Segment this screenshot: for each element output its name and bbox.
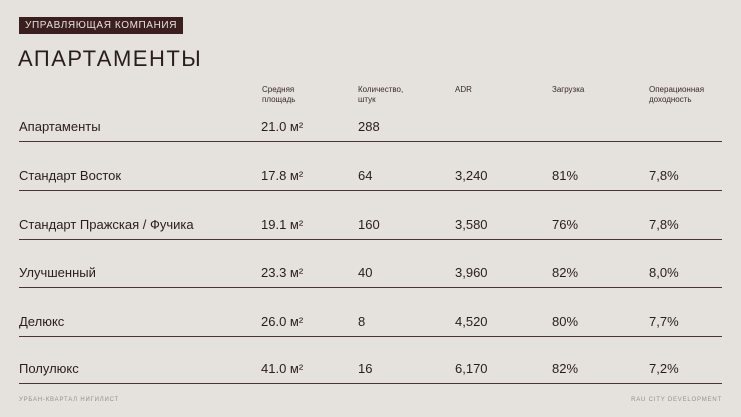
footer-project: УРБАН-КВАРТАЛ НИГИЛИСТ <box>19 397 120 403</box>
row-area: 41.0 м² <box>261 361 304 376</box>
row-occupancy: 76% <box>552 217 579 232</box>
row-area: 21.0 м² <box>261 119 304 134</box>
header-occupancy: Загрузка <box>552 85 585 94</box>
header-count: Количество, штук <box>358 85 404 104</box>
row-count: 40 <box>358 265 373 280</box>
row-name: Полулюкс <box>19 361 79 376</box>
table-row-standard-prazhskaya <box>19 217 722 240</box>
row-name: Стандарт Пражская / Фучика <box>19 217 194 232</box>
row-area: 17.8 м² <box>261 168 304 183</box>
row-occupancy: 80% <box>552 314 579 329</box>
table-row-standard-east <box>19 168 722 191</box>
row-count: 64 <box>358 168 373 183</box>
footer-developer: RAU CITY DEVELOPMENT <box>631 397 722 403</box>
header-area: Средняя площадь <box>262 85 296 104</box>
row-count: 8 <box>358 314 366 329</box>
row-occupancy: 81% <box>552 168 579 183</box>
table-row-apartments <box>19 119 722 142</box>
row-adr: 3,580 <box>455 217 488 232</box>
row-adr: 3,960 <box>455 265 488 280</box>
row-yield: 7,8% <box>649 217 679 232</box>
row-area: 23.3 м² <box>261 265 304 280</box>
row-occupancy: 82% <box>552 361 579 376</box>
row-adr: 6,170 <box>455 361 488 376</box>
row-area: 26.0 м² <box>261 314 304 329</box>
row-area: 19.1 м² <box>261 217 304 232</box>
table-row-deluxe <box>19 314 722 337</box>
row-count: 16 <box>358 361 373 376</box>
row-yield: 7,2% <box>649 361 679 376</box>
page-title: АПАРТАМЕНТЫ <box>18 46 203 71</box>
row-adr: 4,520 <box>455 314 488 329</box>
row-adr: 3,240 <box>455 168 488 183</box>
row-name: Улучшенный <box>19 265 96 280</box>
table-row-improved <box>19 265 722 288</box>
header-yield: Операционная доходность <box>649 85 705 104</box>
section-badge: УПРАВЛЯЮЩАЯ КОМПАНИЯ <box>19 17 183 34</box>
row-yield: 7,7% <box>649 314 679 329</box>
table-row-junior-suite <box>19 361 722 384</box>
row-name: Делюкс <box>19 314 65 329</box>
row-yield: 8,0% <box>649 265 679 280</box>
row-name: Стандарт Восток <box>19 168 122 183</box>
row-count: 288 <box>358 119 380 134</box>
header-adr: ADR <box>455 85 472 94</box>
row-name: Апартаменты <box>19 119 101 134</box>
row-count: 160 <box>358 217 380 232</box>
row-occupancy: 82% <box>552 265 579 280</box>
row-yield: 7,8% <box>649 168 679 183</box>
